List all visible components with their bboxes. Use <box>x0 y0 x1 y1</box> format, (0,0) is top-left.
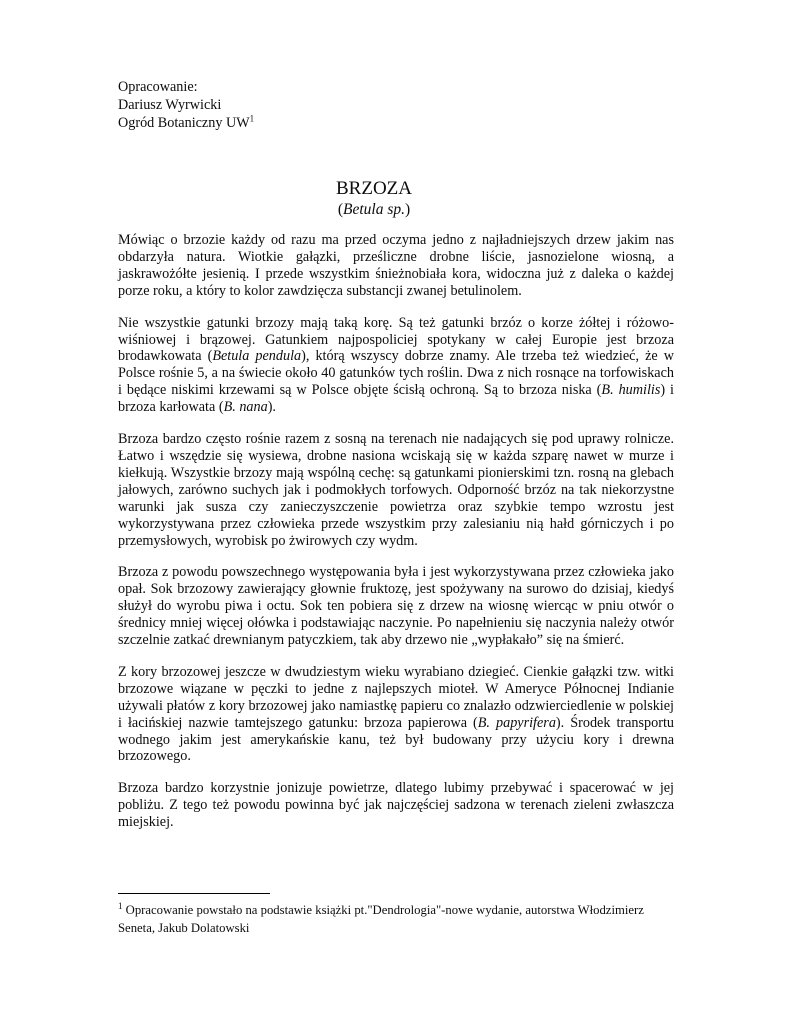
italic-run: B. papyrifera <box>477 714 556 731</box>
text-run: ) i brzoza karłowata ( <box>118 382 674 416</box>
text-run: Mówiąc o brzozie każdy od razu ma przed oczyma jedno z najładniejszych drzew jakim nas obdarzyła natura. Wiotkie gałązki, prześliczne drobne liście, jasnozielone wiosną, a jaskrawożółte jesienią. I przede wszystkim śnieżnobiała kora, widoczna już z daleka o każdej porze roku, a który to kolor zawdzięcza substancji zwanej betulinolem. <box>118 232 674 299</box>
document-title: BRZOZA <box>336 178 412 199</box>
author-block <box>118 0 674 132</box>
author-line-name: Dariusz Wyrwicki <box>118 97 222 113</box>
text-run: ) <box>405 201 411 218</box>
paragraph-1 <box>118 232 674 300</box>
text-run: ( <box>337 201 343 218</box>
text-run: Brzoza z powodu powszechnego występowania była i jest wykorzystywana przez człowieka jako opał. Sok brzozowy zawierający głownie fruktozę, jest spożywany na surowo do dzisiaj, kiedyś służył do wyrobu piwa i octu. Sok ten pobiera się z drzew na wiosnę wiercąc w pniu otwór o średnicy mniej więcej ołówka i podstawiając naczynie. Po napełnieniu się naczynia należy otwór szczelnie zatkać drewnianym patyczkiem, tak aby drzewo nie „wypłakało” się na śmierć. <box>118 564 674 649</box>
author-line-opracowanie: Opracowanie: <box>118 79 198 95</box>
title-block <box>118 177 674 220</box>
italic-run: Betula sp. <box>343 201 405 218</box>
paragraph-5 <box>118 664 674 765</box>
footnote-separator <box>118 893 270 894</box>
italic-run: Betula pendula <box>212 348 302 365</box>
document-subtitle <box>118 200 630 220</box>
footnote-reference: 1 <box>249 113 255 124</box>
institution-text: Ogród Botaniczny UW <box>118 115 250 131</box>
footnote-area <box>118 893 674 937</box>
footnote-text: Opracowanie powstało na podstawie książki pt."Dendrologia"-nowe wydanie, autorstwa Włodzimierz Seneta, Jakub Dolatowski <box>118 903 644 935</box>
paragraph-2 <box>118 315 674 416</box>
text-run: ). Środek transportu wodnego jakim jest amerykańskie kanu, też był budowany przy użyciu kory i drewna brzozowego. <box>118 714 674 765</box>
footnote <box>118 901 674 937</box>
body-text <box>118 232 674 831</box>
text-run: Z kory brzozowej jeszcze w dwudziestym wieku wyrabiano dziegieć. Cienkie gałązki tzw. witki brzozowe wiązane w pęczki to jedne z najlepszych mioteł. W Ameryce Północnej Indianie używali płatów z kory brzozowej jako namiastkę papieru co znalazło odzwierciedlenie w polskiej i łacińskiej nazwie tamtejszego gatunku: brzoza papierowa ( <box>118 663 674 731</box>
footnote-marker: 1 <box>118 900 123 911</box>
page-content <box>118 0 674 846</box>
paragraph-4 <box>118 564 674 649</box>
author-line-institution <box>118 114 674 132</box>
text-run: Brzoza bardzo często rośnie razem z sosną na terenach nie nadających się pod uprawy rolnicze. Łatwo i wszędzie się wysiewa, drobne nasiona wciskają się w każda szparę nawet w murze i kiełkują. Wszystkie brzozy mają wspólną cechę: są gatunkami pionierskimi tzn. rosną na glebach jałowych, zarówno suchych jak i podmokłych torfowych. Odporność brzóz na tak niekorzystne warunki jak susza czy zanieczyszczenie powietrza oraz szybkie tempo wzrostu jest wykorzystywana przez człowieka przede wszystkim przy zalesianiu nią hałd górniczych i po przemysłowych, wyrobisk po żwirowych czy wydm. <box>118 431 674 549</box>
text-run: ), którą wszyscy dobrze znamy. Ale trzeba też wiedzieć, że w Polsce rośnie 5, a na świecie około 40 gatunków tych roślin. Dwa z nich rosnące na torfowiskach i będące niskimi krzewami są w Polsce objęte ścisłą ochroną. Są to brzoza niska ( <box>118 348 674 399</box>
text-run: Brzoza bardzo korzystnie jonizuje powietrze, dlatego lubimy przebywać i spacerować w jej pobliżu. Z tego też powodu powinna być jak najczęściej sadzona w terenach zieleni zwłaszcza miejskiej. <box>118 780 674 831</box>
paragraph-6 <box>118 780 674 831</box>
text-run: Nie wszystkie gatunki brzozy mają taką korę. Są też gatunki brzóz o korze żółtej i różowo-wiśniowej i brązowej. Gatunkiem najpospoliciej spotykany w całej Europie jest brzoza brodawkowata ( <box>118 314 674 365</box>
text-run: ). <box>267 399 276 416</box>
italic-run: B. nana <box>223 399 268 416</box>
italic-run: B. humilis <box>601 382 661 399</box>
paragraph-3 <box>118 431 674 549</box>
